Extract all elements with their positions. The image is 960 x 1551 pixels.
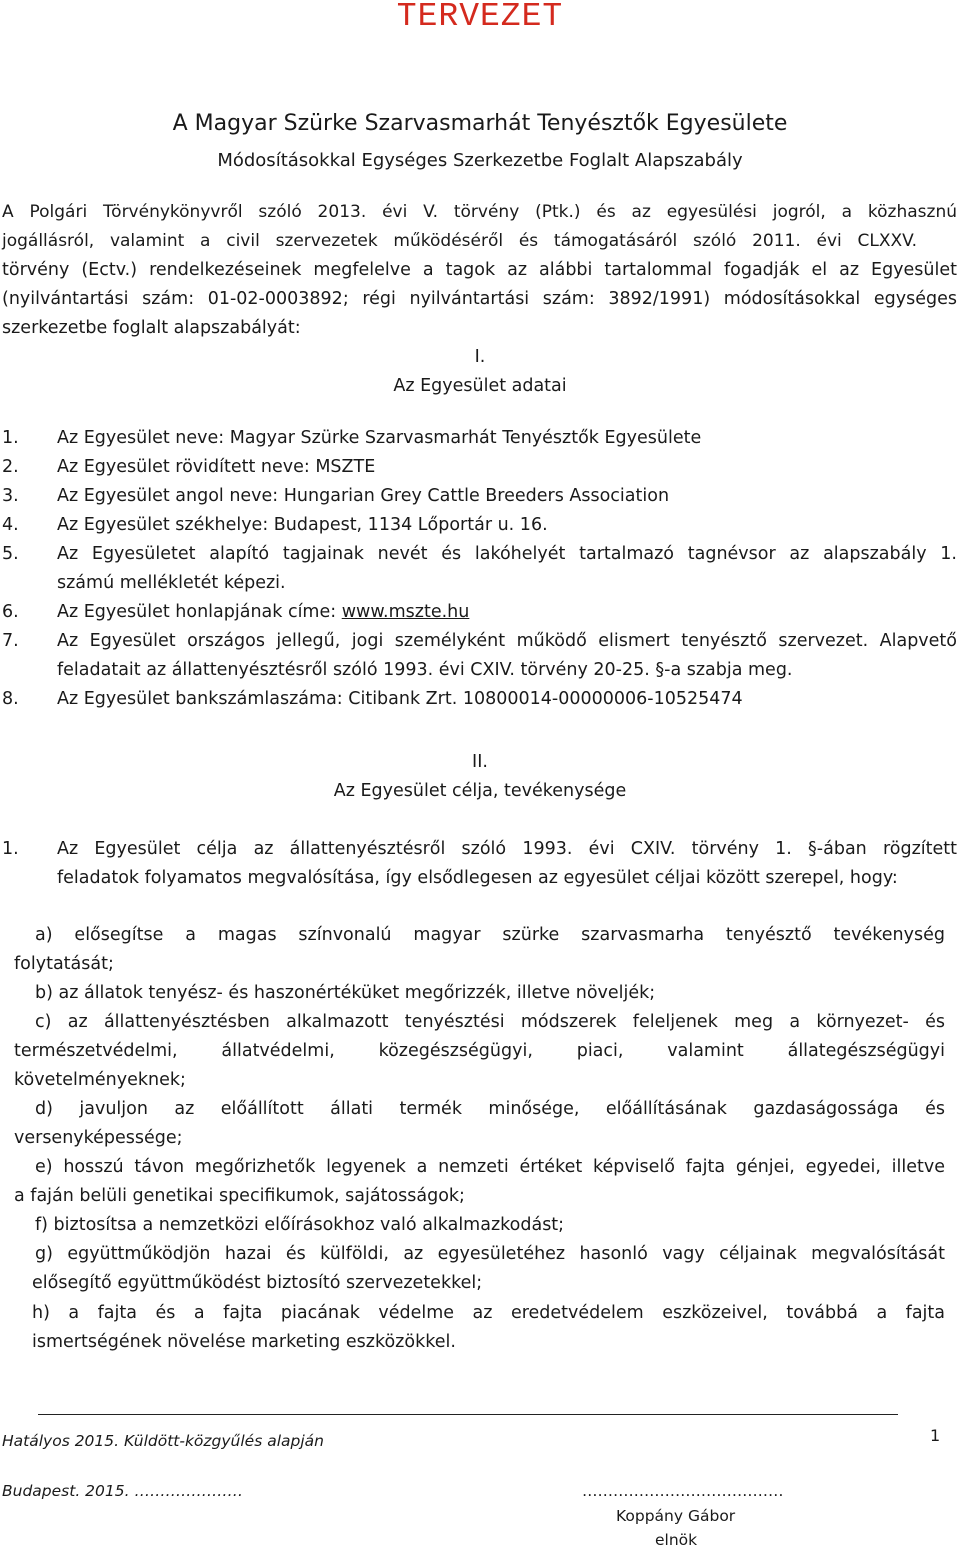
goal-item-continued: elősegítő együttműködést biztosító szervezetekkel; <box>32 1273 483 1293</box>
list-number: 8. <box>2 689 19 709</box>
document-subtitle: Módosításokkal Egységes Szerkezetbe Foglalt Alapszabály <box>217 150 743 171</box>
goal-item-continued: a faján belüli genetikai specifikumok, sajátosságok; <box>14 1186 465 1206</box>
goal-item: g) együttműködjön hazai és külföldi, az egyesületéhez hasonló vagy céljainak megvalósítását <box>35 1244 945 1264</box>
list-item: Az Egyesület bankszámlaszáma: Citibank Zrt. 10800014-00000006-10525474 <box>57 689 743 709</box>
signature-line: ………………………………… <box>582 1482 784 1500</box>
list-number: 6. <box>2 602 19 622</box>
intro-line-4: (nyilvántartási szám: 01-02-0003892; régi nyilvántartási szám: 3892/1991) módosításokkal egységes <box>2 289 957 309</box>
goal-item-continued: folytatását; <box>14 954 114 974</box>
website-link[interactable]: www.mszte.hu <box>341 602 470 622</box>
list-item: Az Egyesület neve: Magyar Szürke Szarvasmarhát Tenyésztők Egyesülete <box>57 428 702 448</box>
intro-line-2: jogállásról, valamint a civil szervezetek működéséről és támogatásáról szóló 2011. évi CLXXV. <box>2 231 917 251</box>
goal-item-continued: ismertségének növelése marketing eszközökkel. <box>32 1332 456 1352</box>
goal-item-continued: természetvédelmi, állatvédelmi, közegészségügyi, piaci, valamint állategészségügyi <box>14 1041 945 1061</box>
list-number: 2. <box>2 457 19 477</box>
list-number: 5. <box>2 544 19 564</box>
document-title: A Magyar Szürke Szarvasmarhát Tenyésztők Egyesülete <box>172 111 788 136</box>
intro-line-1: A Polgári Törvénykönyvről szóló 2013. évi V. törvény (Ptk.) és az egyesülési jogról, a közhasznú <box>2 202 957 222</box>
list-item: Az Egyesület célja az állattenyésztésről szóló 1993. évi CXIV. törvény 1. §-ában rögzített <box>57 839 957 859</box>
goal-item-continued: versenyképessége; <box>14 1128 183 1148</box>
signer-name: Koppány Gábor <box>616 1507 736 1525</box>
page-number: 1 <box>930 1426 941 1445</box>
website-label: Az Egyesület honlapjának címe: <box>57 602 342 622</box>
goal-item: e) hosszú távon megőrizhetők legyenek a nemzeti értéket képviselő fajta génjei, egyedei, illetve <box>35 1157 945 1177</box>
effective-note: Hatályos 2015. Küldött-közgyűlés alapján <box>2 1432 324 1450</box>
list-number: 1. <box>2 428 19 448</box>
section-1-title: Az Egyesület adatai <box>393 376 567 396</box>
list-item-website <box>57 602 469 622</box>
list-item: Az Egyesületet alapító tagjainak nevét és lakóhelyét tartalmazó tagnévsor az alapszabály 1. <box>57 544 957 564</box>
section-2-title: Az Egyesület célja, tevékenysége <box>333 781 627 801</box>
intro-line-3: törvény (Ectv.) rendelkezéseinek megfelelve a tagok az alábbi tartalommal fogadják el az Egyesület <box>2 260 957 280</box>
place-date: Budapest. 2015. ………………… <box>2 1482 243 1500</box>
goal-item: c) az állattenyésztésben alkalmazott tenyésztési módszerek feleljenek meg a környezet- és <box>35 1012 945 1032</box>
goal-item: b) az állatok tenyész- és haszonértéküket megőrizzék, illetve növeljék; <box>35 983 656 1003</box>
list-item: Az Egyesület angol neve: Hungarian Grey Cattle Breeders Association <box>57 486 670 506</box>
list-number: 3. <box>2 486 19 506</box>
list-number: 1. <box>2 839 19 859</box>
footer-divider <box>38 1414 898 1415</box>
list-item-continued: feladatok folyamatos megvalósítása, így elsődlegesen az egyesület céljai között szerepel, hogy: <box>57 868 898 888</box>
goal-item: h) a fajta és a fajta piacának védelme az eredetvédelem eszközeivel, továbbá a fajta <box>32 1303 945 1323</box>
intro-line-5: szerkezetbe foglalt alapszabályát: <box>2 318 301 338</box>
goal-item: a) elősegítse a magas színvonalú magyar szürke szarvasmarha tenyésztő tevékenység <box>35 925 945 945</box>
section-1-number: I. <box>474 347 486 367</box>
list-number: 4. <box>2 515 19 535</box>
list-number: 7. <box>2 631 19 651</box>
signer-title: elnök <box>655 1531 698 1549</box>
list-item-continued: számú mellékletét képezi. <box>57 573 286 593</box>
goal-item: f) biztosítsa a nemzetközi előírásokhoz való alkalmazkodást; <box>35 1215 565 1235</box>
list-item: Az Egyesület székhelye: Budapest, 1134 Lőportár u. 16. <box>57 515 548 535</box>
list-item: Az Egyesület országos jellegű, jogi személyként működő elismert tenyésztő szervezet. Alapvető <box>57 631 957 651</box>
goal-item-continued: követelményeknek; <box>14 1070 186 1090</box>
draft-stamp: TERVEZET <box>396 0 564 35</box>
section-2-number: II. <box>472 752 488 772</box>
list-item: Az Egyesület rövidített neve: MSZTE <box>57 457 376 477</box>
goal-item: d) javuljon az előállított állati termék minősége, előállításának gazdaságossága és <box>35 1099 945 1119</box>
list-item-continued: feladatait az állattenyésztésről szóló 1993. évi CXIV. törvény 20-25. §-a szabja meg. <box>57 660 793 680</box>
